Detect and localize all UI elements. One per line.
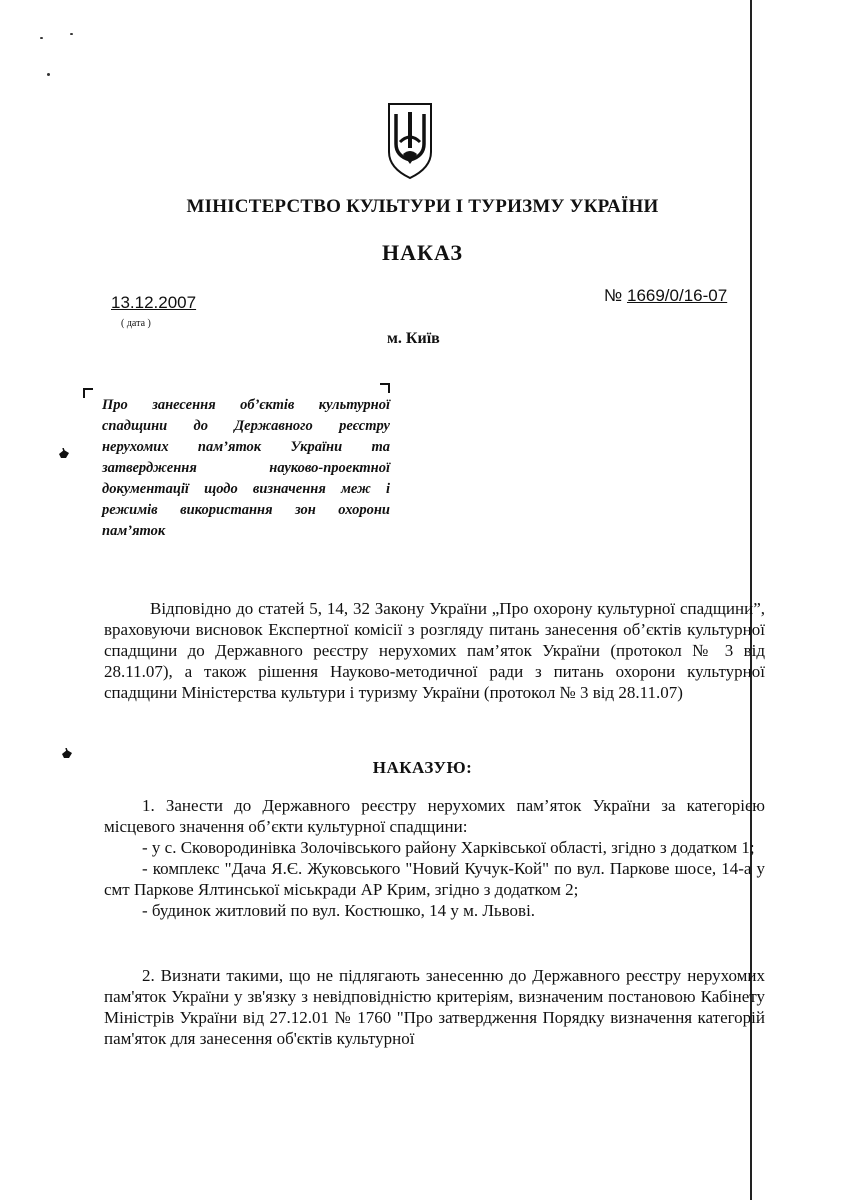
subject-bracket-top-right [380, 383, 390, 393]
scan-speck [40, 37, 43, 39]
scan-speck [70, 33, 73, 35]
trident-emblem-icon [386, 102, 434, 180]
order-item-1 [104, 795, 765, 921]
order-number-value: 1669/0/16-07 [626, 286, 728, 305]
order-date: 13.12.2007 [111, 293, 197, 312]
order-subject: Про занесення об’єктів культурної спадщини до Державного реєстру нерухомих пам’яток України та затвердження науково-проектної документації щодо визначення меж і режимів використання зон охорони пам’яток [102, 397, 390, 539]
order-city: м. Київ [387, 330, 440, 347]
document-type-title: НАКАЗ [382, 240, 463, 265]
hole-punch-mark [57, 448, 71, 460]
order-item-1-subitem: - будинок житловий по вул. Костюшко, 14 у м. Львові. [142, 901, 536, 920]
order-number-prefix: № [604, 286, 623, 305]
preamble-paragraph: Відповідно до статей 5, 14, 32 Закону України „Про охорону культурної спадщини”, враховуючи висновок Експертної комісії з розгляду питань занесення об’єктів культурної спадщини до Державного реєстру нерухомих пам’яток України (протокол № 3 від 28.11.07), а також рішення Науково-методичної ради з питань охорони культурної спадщини Міністерства культури і туризму України (протокол № 3 від 28.11.07) [104, 599, 765, 702]
scan-speck [47, 73, 50, 76]
order-item-1-lead: 1. Занести до Державного реєстру нерухомих пам’яток України за категорією місцевого значення об’єкти культурної спадщини: [104, 796, 765, 836]
subject-bracket-top-left [83, 388, 93, 398]
date-caption: ( дата ) [121, 318, 151, 329]
order-item-2: 2. Визнати такими, що не підлягають занесенню до Державного реєстру нерухомих пам'яток України у зв'язку з невідповідністю критеріям, визначеним постановою Кабінету Міністрів України від 27.12.01 № 1760 "Про затвердження Порядку визначення категорій пам'яток для занесення об'єктів культурної [104, 966, 765, 1048]
order-item-1-subitem: - у с. Сковородинівка Золочівського району Харківської області, згідно з додатком 1; [142, 838, 755, 857]
order-number [604, 286, 727, 306]
orders-heading: НАКАЗУЮ: [372, 758, 473, 777]
order-item-1-subitem: - комплекс "Дача Я.Є. Жуковського "Новий Кучук-Кой" по вул. Паркове шосе, 14-а у смт Паркове Ялтинської міськради АР Крим, згідно з додатком 2; [104, 859, 765, 899]
ministry-name: МІНІСТЕРСТВО КУЛЬТУРИ І ТУРИЗМУ УКРАЇНИ [186, 196, 659, 217]
